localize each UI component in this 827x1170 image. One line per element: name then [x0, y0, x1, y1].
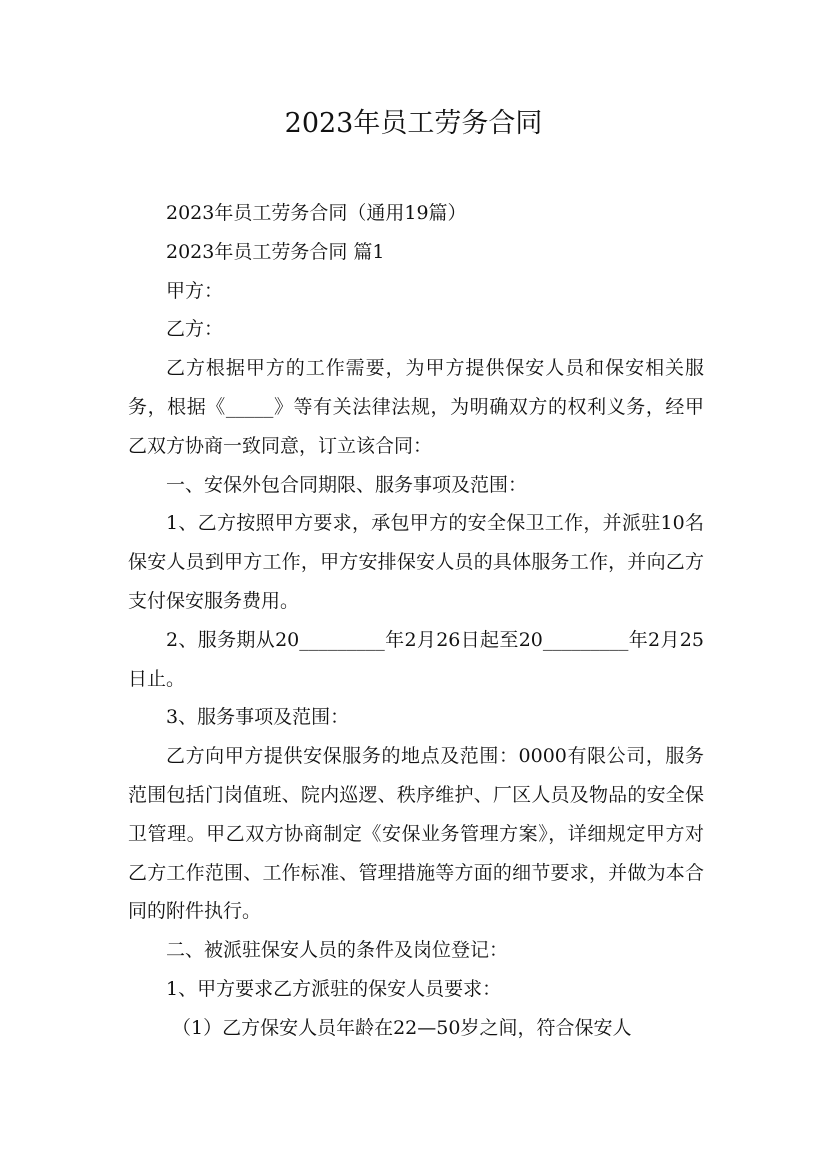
body-paragraph: 乙方向甲方提供安保服务的地点及范围：0000有限公司，服务范围包括门岗值班、院内巡逻、秩序维护、厂区人员及物品的安全保卫管理。甲乙双方协商制定《安保业务管理方案》，详细规定甲方对乙方工作范围、工作标准、管理措施等方面的细节要求，并做为本合同的附件执行。 — [128, 745, 704, 923]
body-paragraph: 1、乙方按照甲方要求，承包甲方的安全保卫工作，并派驻10名保安人员到甲方工作，甲方安排保安人员的具体服务工作，并向乙方支付保安服务费用。 — [128, 512, 704, 612]
body-paragraph: 2、服务期从20_________年2月26日起至20_________年2月25日止。 — [128, 628, 704, 690]
document-body — [128, 194, 704, 1048]
clause-subheading: 1、甲方要求乙方派驻的保安人员要求： — [166, 977, 502, 1000]
clause-subheading: 3、服务事项及范围： — [166, 706, 350, 729]
clause-heading: 二、被派驻保安人员的条件及岗位登记： — [166, 939, 509, 962]
clause-heading: 一、安保外包合同期限、服务事项及范围： — [166, 473, 528, 496]
body-paragraph: （1）乙方保安人员年龄在22—50岁之间，符合保安人 — [172, 1016, 632, 1039]
party-b-line: 乙方： — [166, 318, 224, 341]
section-heading: 2023年员工劳务合同 篇1 — [166, 240, 385, 263]
document-title: 2023年员工劳务合同 — [284, 108, 543, 139]
subtitle-paragraph: 2023年员工劳务合同（通用19篇） — [166, 202, 467, 224]
party-a-line: 甲方： — [166, 279, 224, 302]
body-paragraph: 乙方根据甲方的工作需要，为甲方提供保安人员和保安相关服务，根据《_____》等有关法律法规，为明确双方的权利义务，经甲乙双方协商一致同意，订立该合同： — [128, 357, 704, 457]
